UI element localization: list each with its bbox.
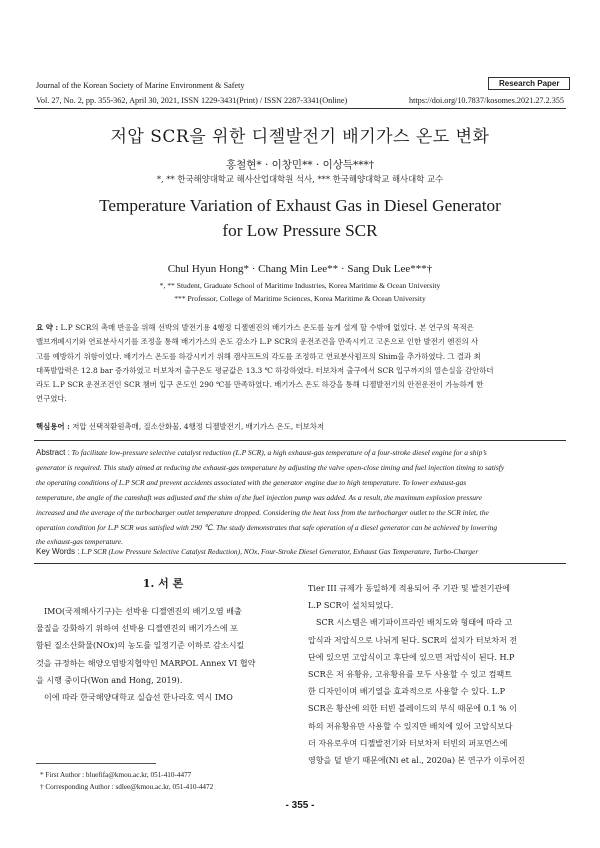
volume-info: Vol. 27, No. 2, pp. 355-362, April 30, 2021, ISSN 1229-3431(Print) / ISSN 2287-3341(Online) xyxy=(36,96,348,105)
body-line: 함된 질소산화물(NOx)의 농도를 일정기준 이하로 감소시킬 xyxy=(36,641,245,651)
footnote-rule xyxy=(36,763,156,764)
korean-abstract-line: 라도 L.P SCR 운전조건인 SCR 챔버 입구 온도인 290 ℃를 만족하였다. 배기가스 온도 하강을 통해 디젤발전기의 안전운전이 가능하게 한 xyxy=(36,380,484,390)
body-line: SCR은 황산에 의한 터빈 블레이드의 부식 때문에 0.1 % 이 xyxy=(308,704,517,714)
body-line: 을 시행 중이다(Won and Hong, 2019). xyxy=(36,675,183,685)
korean-abstract-line: 대폭발압력은 12.8 bar 증가하였고 터보차저 출구온도 평균값은 13.3 ℃ 하강하였다. 터보차저 출구에서 SCR 입구까지의 열손실을 감안하더 xyxy=(36,365,494,375)
body-line: 더 자유로우며 디젤발전기와 터보차저 터빈의 퍼포먼스에 xyxy=(308,738,508,748)
korean-abstract xyxy=(36,321,564,407)
section-1-title: 1. 서 론 xyxy=(142,577,184,590)
korean-abstract-line: 연구였다. xyxy=(36,394,67,404)
korean-keywords xyxy=(36,420,564,434)
english-keywords-text: L.P SCR (Low Pressure Selective Catalyst Reduction), NOx, Four-Stroke Diesel Generator, Exhaust Gas Temperature, Turbo-Charger xyxy=(81,547,479,556)
korean-title: 저압 SCR을 위한 디젤발전기 배기가스 온도 변화 xyxy=(110,127,490,147)
body-line: 영향을 덜 받기 때문에(Ni et al., 2020a) 본 연구가 이루어진 xyxy=(308,756,525,766)
footnote-corresponding-author: † Corresponding Author : sdlee@kmou.ac.kr, 051-410-4472 xyxy=(40,783,214,791)
english-keywords xyxy=(36,547,566,556)
body-line: 압식과 저압식으로 나뉘게 된다. SCR의 설치가 터보차저 전 xyxy=(308,635,518,645)
abstract-divider xyxy=(34,440,566,441)
header-rule xyxy=(34,108,566,109)
body-left-column xyxy=(36,603,290,706)
english-abstract xyxy=(36,446,564,550)
korean-abstract-line: L.P SCR의 촉매 반응을 위해 선박의 발전기용 4행정 디젤엔진의 배기가스 온도를 높게 설계 할 수밖에 없었다. 본 연구의 목적은 xyxy=(60,323,474,332)
korean-keywords-label: 핵심용어 : xyxy=(36,422,70,431)
body-line: 것을 규정하는 해양오염방지협약인 MARPOL Annex VI 협약 xyxy=(36,658,256,668)
english-title-line2: for Low Pressure SCR xyxy=(222,221,378,240)
body-right-column xyxy=(308,580,564,769)
english-title-line1: Temperature Variation of Exhaust Gas in Diesel Generator xyxy=(99,196,501,215)
page-number: - 355 - xyxy=(285,800,315,811)
english-abstract-line: operation condition for L.P SCR was satisfied with 290 ℃. The study demonstrates that safe operation of a diesel generator can be achieved by lowering xyxy=(36,522,498,532)
english-abstract-line: temperature, the angle of the camshaft was adjusted and the shim of the fuel injection pump was added. As a result, the maximum explosion pressure xyxy=(36,492,482,502)
body-line: SCR 시스템은 배기파이프라인 배치도와 형태에 따라 고 xyxy=(316,618,513,628)
korean-abstract-line: 고를 예방하기 위함이었다. 배기가스 온도를 하강시키기 위해 캠샤프트의 각도를 조정하고 연료분사펌프의 Shim을 추가하였다. 그 결과 최 xyxy=(36,351,481,361)
body-line: 물질을 강화하기 위하여 선박용 디젤엔진의 배기가스에 포 xyxy=(36,624,238,634)
body-line: Tier III 규제가 동일하게 적용되어 주 기관 및 발전기관에 xyxy=(308,584,511,593)
body-line: 한 디자인이며 배기열을 효과적으로 사용할 수 있다. L.P xyxy=(308,687,506,697)
article-type-badge: Research Paper xyxy=(488,77,570,90)
journal-name: Journal of the Korean Society of Marine Environment & Safety xyxy=(36,81,245,90)
keywords-divider xyxy=(34,563,566,564)
english-abstract-line: the operating conditions of L.P SCR and prevent accidents associated with the generator engine due to high temperature. To lower exhaust-gas xyxy=(36,477,467,487)
english-affiliation-1: *, ** Student, Graduate School of Maritime Industries, Korea Maritime & Ocean University xyxy=(159,281,441,290)
body-line: 이에 따라 한국해양대학교 실습선 한나라호 역시 IMO xyxy=(44,693,233,703)
english-authors: Chul Hyun Hong* · Chang Min Lee** · Sang Duk Lee***† xyxy=(167,263,433,275)
footnote-first-author: * First Author : bluefifa@kmou.ac.kr, 051-410-4477 xyxy=(40,771,192,779)
doi-link[interactable]: https://doi.org/10.7837/kosomes.2021.27.2.355 xyxy=(409,96,564,105)
korean-authors: 홍철현* · 이창민** · 이상득***† xyxy=(225,159,375,171)
body-line: 하의 저유황유만 사용할 수 있지만 배치에 있어 고압식보다 xyxy=(308,721,513,731)
korean-abstract-label: 요 약 : xyxy=(36,323,59,332)
english-affiliation-2: *** Professor, College of Maritime Sciences, Korea Maritime & Ocean University xyxy=(174,294,426,303)
korean-keywords-text: 저압 선택적환원촉매, 질소산화물, 4행정 디젤발전기, 배기가스 온도, 터보차저 xyxy=(72,422,325,431)
body-line: SCR은 저 유황유, 고유황유를 모두 사용할 수 있고 컴팩트 xyxy=(308,670,512,680)
body-line: L.P SCR이 설치되었다. xyxy=(308,601,394,611)
english-abstract-label: Abstract : xyxy=(36,448,70,457)
english-abstract-line: To facilitate low-pressure selective catalyst reduction (L.P SCR), a high exhaust-gas temperature of a four-stroke diesel engine for a ship’s xyxy=(71,448,487,457)
english-abstract-line: the exhaust-gas temperature. xyxy=(36,537,123,547)
english-abstract-line: generator is required. This study aimed at reducing the exhaust-gas temperature by adjusting the valve open-close timing and fuel injection timing to satisfy xyxy=(36,462,505,472)
body-line: 단에 있으면 고압식이고 후단에 있으면 저압식이 된다. H.P xyxy=(308,652,515,662)
korean-abstract-line: 밸브개폐시기와 연료분사시기를 조정을 통해 배기가스의 온도 감소가 L.P SCR의 운전조건을 만족시키고 고온으로 인한 발전기 엔진의 사 xyxy=(36,337,479,347)
english-abstract-line: increased and the average of the turbocharger outlet temperature dropped. Considering the heat loss from the turbocharger outlet to the SCR inlet, the xyxy=(36,507,489,517)
korean-affiliation: *, ** 한국해양대학교 해사산업대학원 석사, *** 한국해양대학교 해사대학 교수 xyxy=(156,174,444,184)
english-keywords-label: Key Words : xyxy=(36,547,80,556)
body-line: IMO(국제해사기구)는 선박용 디젤엔진의 배기오염 배출 xyxy=(44,607,242,616)
